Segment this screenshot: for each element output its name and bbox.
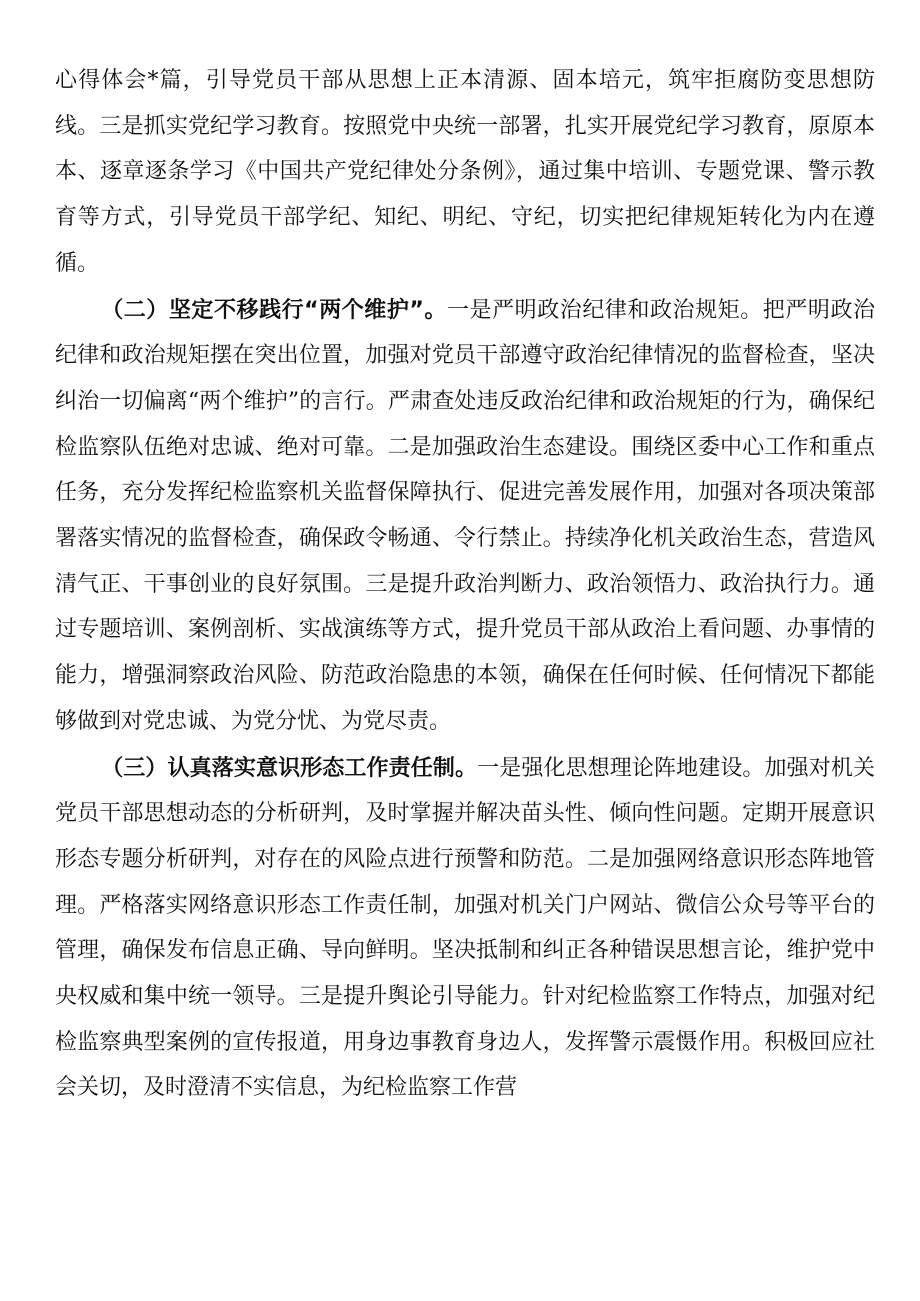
paragraph-section-three (55, 746, 875, 1112)
paragraph-section-two (55, 288, 875, 745)
document-page (55, 58, 875, 1111)
section-heading: （三）认真落实意识形态工作责任制。 (101, 755, 478, 781)
paragraph-continued (55, 58, 875, 287)
paragraph-body: 心得体会*篇，引导党员干部从思想上正本清源、固本培元，筑牢拒腐防变思想防线。三是抓实党纪学习教育。按照党中央统一部署，扎实开展党纪学习教育，原原本本、逐章逐条学习《中国共产党纪律处分条例》，通过集中培训、专题党课、警示教育等方式，引导党员干部学纪、知纪、明纪、守纪，切实把纪律规矩转化为内在遵循。 (55, 68, 875, 276)
paragraph-body: 一是严明政治纪律和政治规矩。把严明政治纪律和政治规矩摆在突出位置，加强对党员干部遵守政治纪律情况的监督检查，坚决纠治一切偏离“两个维护”的言行。严肃查处违反政治纪律和政治规矩的行为，确保纪检监察队伍绝对忠诚、绝对可靠。二是加强政治生态建设。围绕区委中心工作和重点任务，充分发挥纪检监察机关监督保障执行、促进完善发展作用，加强对各项决策部署落实情况的监督检查，确保政令畅通、令行禁止。持续净化机关政治生态，营造风清气正、干事创业的良好氛围。三是提升政治判断力、政治领悟力、政治执行力。通过专题培训、案例剖析、实战演练等方式，提升党员干部从政治上看问题、办事情的能力，增强洞察政治风险、防范政治隐患的本领，确保在任何时候、任何情况下都能够做到对党忠诚、为党分忧、为党尽责。 (55, 297, 875, 734)
section-heading: （二）坚定不移践行“两个维护”。 (101, 297, 447, 323)
paragraph-body: 一是强化思想理论阵地建设。加强对机关党员干部思想动态的分析研判，及时掌握并解决苗头性、倾向性问题。定期开展意识形态专题分析研判，对存在的风险点进行预警和防范。二是加强网络意识形态阵地管理。严格落实网络意识形态工作责任制，加强对机关门户网站、微信公众号等平台的管理，确保发布信息正确、导向鲜明。坚决抵制和纠正各种错误思想言论，维护党中央权威和集中统一领导。三是提升舆论引导能力。针对纪检监察工作特点，加强对纪检监察典型案例的宣传报道，用身边事教育身边人，发挥警示震慑作用。积极回应社会关切，及时澄清不实信息，为纪检监察工作营 (55, 755, 875, 1101)
